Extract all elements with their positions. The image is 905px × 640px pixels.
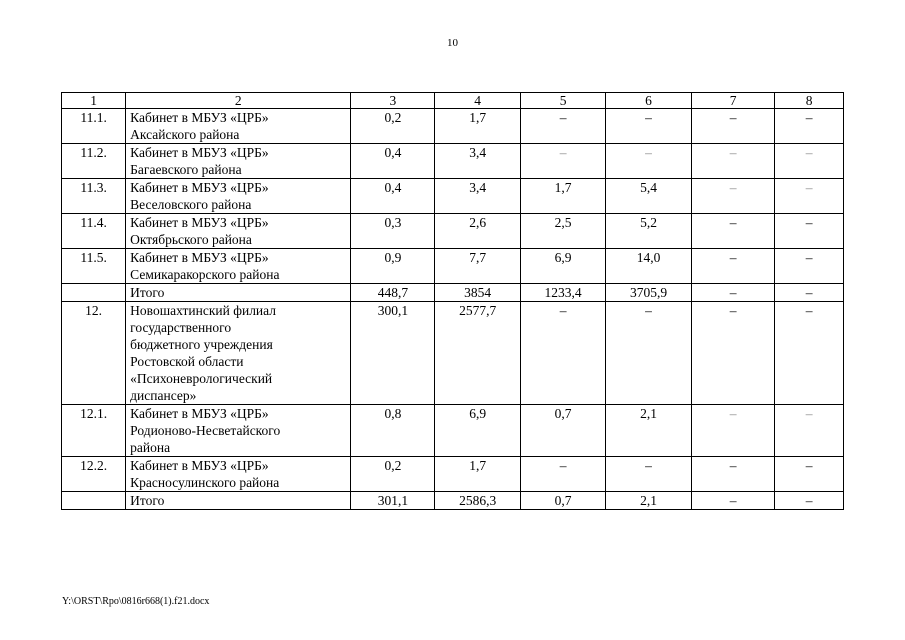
value-cell-col-8: – xyxy=(775,284,844,302)
row-name-line: Кабинет в МБУЗ «ЦРБ» xyxy=(130,215,269,230)
header-cell: 1 xyxy=(62,93,126,109)
value-cell-col-8: – xyxy=(775,109,844,144)
value-cell-col-8: – xyxy=(775,249,844,284)
value-cell-col-3: 301,1 xyxy=(351,492,435,510)
row-name-line: «Психоневрологический xyxy=(130,371,273,386)
header-cell: 6 xyxy=(606,93,691,109)
page-number: 10 xyxy=(447,37,458,49)
value-cell-col-6: 5,2 xyxy=(606,214,691,249)
row-name-line: Багаевского района xyxy=(130,162,242,177)
table-body xyxy=(62,93,844,510)
header-cell: 4 xyxy=(435,93,520,109)
value-cell-col-7: – xyxy=(691,405,775,457)
value-cell-col-3: 0,9 xyxy=(351,249,435,284)
row-number-cell xyxy=(62,284,126,302)
value-cell-col-6: 2,1 xyxy=(606,405,691,457)
row-name-line: государственного xyxy=(130,320,232,335)
row-number-cell: 11.3. xyxy=(62,179,126,214)
value-cell-col-3: 0,4 xyxy=(351,179,435,214)
value-cell-col-7: – xyxy=(691,302,775,405)
value-cell-col-3: 300,1 xyxy=(351,302,435,405)
value-cell-col-4: 2577,7 xyxy=(435,302,520,405)
row-number-cell: 11.5. xyxy=(62,249,126,284)
header-cell: 8 xyxy=(775,93,844,109)
value-cell-col-5: – xyxy=(520,109,605,144)
value-cell-col-7: – xyxy=(691,284,775,302)
row-name-line: Кабинет в МБУЗ «ЦРБ» xyxy=(130,110,269,125)
value-cell-col-3: 0,4 xyxy=(351,144,435,179)
value-cell-col-6: – xyxy=(606,109,691,144)
header-cell: 7 xyxy=(691,93,775,109)
value-cell-col-7: – xyxy=(691,179,775,214)
row-name-line: Октябрьского района xyxy=(130,232,252,247)
data-table xyxy=(61,92,844,510)
row-name-cell xyxy=(126,457,351,492)
row-name-line: бюджетного учреждения xyxy=(130,337,273,352)
row-name-cell xyxy=(126,249,351,284)
row-name-line: Ростовской области xyxy=(130,354,244,369)
table-row xyxy=(62,179,844,214)
value-cell-col-3: 0,2 xyxy=(351,457,435,492)
value-cell-col-8: – xyxy=(775,302,844,405)
value-cell-col-4: 7,7 xyxy=(435,249,520,284)
value-cell-col-4: 1,7 xyxy=(435,457,520,492)
row-number-cell: 12.2. xyxy=(62,457,126,492)
value-cell-col-6: 2,1 xyxy=(606,492,691,510)
value-cell-col-4: 3,4 xyxy=(435,179,520,214)
row-name-cell xyxy=(126,179,351,214)
value-cell-col-3: 0,2 xyxy=(351,109,435,144)
value-cell-col-6: 14,0 xyxy=(606,249,691,284)
header-cell: 5 xyxy=(520,93,605,109)
value-cell-col-3: 0,3 xyxy=(351,214,435,249)
row-number-cell: 11.4. xyxy=(62,214,126,249)
header-cell: 2 xyxy=(126,93,351,109)
row-name-cell xyxy=(126,284,351,302)
value-cell-col-5: 2,5 xyxy=(520,214,605,249)
value-cell-col-4: 1,7 xyxy=(435,109,520,144)
row-name-line: Итого xyxy=(130,285,165,300)
row-name-cell xyxy=(126,109,351,144)
row-name-line: Новошахтинский филиал xyxy=(130,303,277,318)
value-cell-col-6: – xyxy=(606,457,691,492)
table-row xyxy=(62,405,844,457)
value-cell-col-7: – xyxy=(691,144,775,179)
row-name-line: Кабинет в МБУЗ «ЦРБ» xyxy=(130,406,269,421)
value-cell-col-4: 3854 xyxy=(435,284,520,302)
value-cell-col-8: – xyxy=(775,492,844,510)
table-row xyxy=(62,249,844,284)
row-name-line: Кабинет в МБУЗ «ЦРБ» xyxy=(130,180,269,195)
row-name-line: Кабинет в МБУЗ «ЦРБ» xyxy=(130,145,269,160)
row-name-line: Итого xyxy=(130,493,165,508)
row-number-cell: 12. xyxy=(62,302,126,405)
row-number-cell: 11.2. xyxy=(62,144,126,179)
value-cell-col-5: – xyxy=(520,144,605,179)
row-name-line: Веселовского района xyxy=(130,197,252,212)
value-cell-col-7: – xyxy=(691,249,775,284)
row-name-cell xyxy=(126,302,351,405)
value-cell-col-8: – xyxy=(775,405,844,457)
table-row xyxy=(62,492,844,510)
value-cell-col-4: 3,4 xyxy=(435,144,520,179)
value-cell-col-4: 2,6 xyxy=(435,214,520,249)
value-cell-col-4: 2586,3 xyxy=(435,492,520,510)
value-cell-col-5: 1,7 xyxy=(520,179,605,214)
value-cell-col-8: – xyxy=(775,179,844,214)
value-cell-col-7: – xyxy=(691,457,775,492)
row-name-line: Родионово-Несветайского xyxy=(130,423,281,438)
value-cell-col-5: 6,9 xyxy=(520,249,605,284)
value-cell-col-8: – xyxy=(775,214,844,249)
row-name-cell xyxy=(126,405,351,457)
header-cell: 3 xyxy=(351,93,435,109)
value-cell-col-5: – xyxy=(520,457,605,492)
row-name-line: Красносулинского района xyxy=(130,475,280,490)
file-path-footer: Y:\ORST\Rpo\0816r668(1).f21.docx xyxy=(62,596,210,607)
table-row xyxy=(62,144,844,179)
value-cell-col-8: – xyxy=(775,144,844,179)
row-name-line: района xyxy=(130,440,171,455)
value-cell-col-5: – xyxy=(520,302,605,405)
value-cell-col-7: – xyxy=(691,214,775,249)
row-number-cell: 11.1. xyxy=(62,109,126,144)
value-cell-col-4: 6,9 xyxy=(435,405,520,457)
value-cell-col-5: 1233,4 xyxy=(520,284,605,302)
value-cell-col-5: 0,7 xyxy=(520,492,605,510)
row-name-cell xyxy=(126,492,351,510)
table-header-row xyxy=(62,93,844,109)
row-name-cell xyxy=(126,144,351,179)
row-name-cell xyxy=(126,214,351,249)
value-cell-col-6: – xyxy=(606,302,691,405)
row-number-cell xyxy=(62,492,126,510)
table-row xyxy=(62,109,844,144)
table-row xyxy=(62,284,844,302)
row-name-line: Кабинет в МБУЗ «ЦРБ» xyxy=(130,250,269,265)
value-cell-col-3: 0,8 xyxy=(351,405,435,457)
table-row xyxy=(62,457,844,492)
value-cell-col-6: 5,4 xyxy=(606,179,691,214)
table-row xyxy=(62,302,844,405)
row-name-line: диспансер» xyxy=(130,388,197,403)
value-cell-col-6: 3705,9 xyxy=(606,284,691,302)
row-name-line: Семикаракорского района xyxy=(130,267,280,282)
value-cell-col-7: – xyxy=(691,492,775,510)
row-name-line: Аксайского района xyxy=(130,127,240,142)
value-cell-col-5: 0,7 xyxy=(520,405,605,457)
row-name-line: Кабинет в МБУЗ «ЦРБ» xyxy=(130,458,269,473)
value-cell-col-6: – xyxy=(606,144,691,179)
table-row xyxy=(62,214,844,249)
value-cell-col-3: 448,7 xyxy=(351,284,435,302)
value-cell-col-7: – xyxy=(691,109,775,144)
row-number-cell: 12.1. xyxy=(62,405,126,457)
value-cell-col-8: – xyxy=(775,457,844,492)
